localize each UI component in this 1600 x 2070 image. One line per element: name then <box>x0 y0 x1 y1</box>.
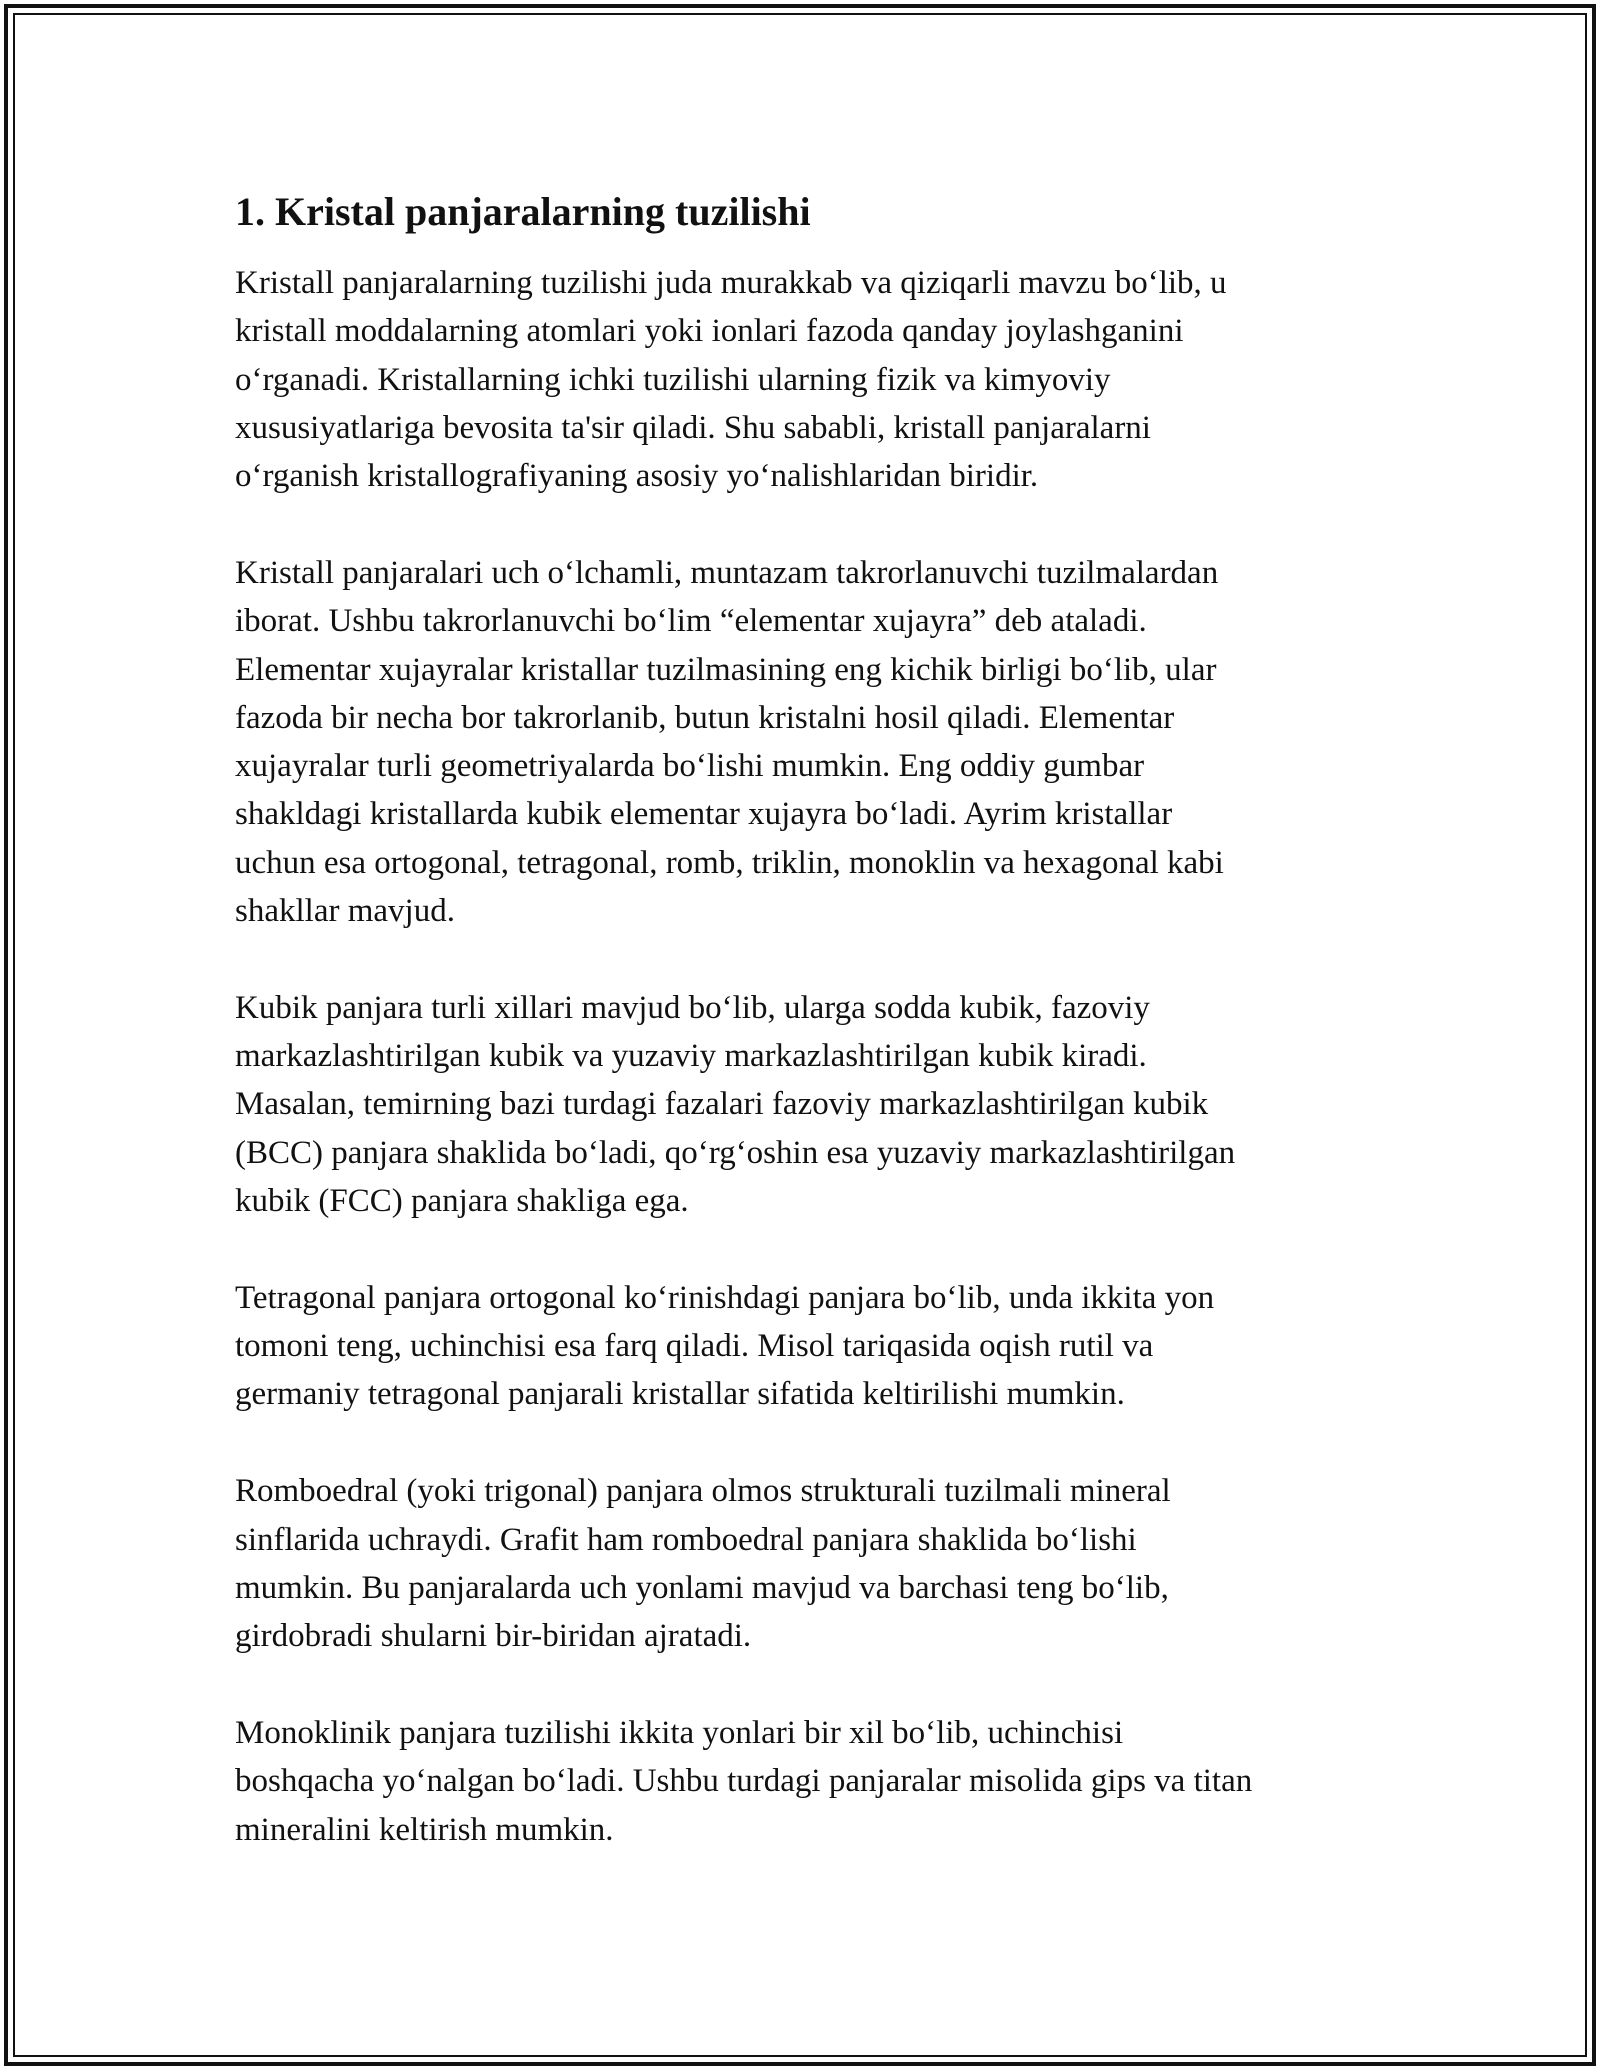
text-line: Kristall panjaralarning tuzilishi juda murakkab va qiziqarli mavzu bo‘lib, u <box>235 265 1227 301</box>
paragraph-cubic-lattice <box>235 984 1385 1225</box>
text-line: Elementar xujayralar kristallar tuzilmasining eng kichik birligi bo‘lib, ular <box>235 651 1217 688</box>
document-body <box>235 187 1385 1902</box>
text-line: xususiyatlariga bevosita ta'sir qiladi. Shu sababli, kristall panjaralarni <box>235 409 1151 446</box>
text-line: mineralini keltirish mumkin. <box>235 1811 614 1848</box>
text-line: markazlashtirilgan kubik va yuzaviy markazlashtirilgan kubik kiradi. <box>235 1038 1147 1075</box>
text-line: girdobradi shularni bir-biridan ajratadi. <box>235 1618 752 1655</box>
text-line: germaniy tetragonal panjarali kristallar sifatida keltirilishi mumkin. <box>235 1376 1125 1413</box>
text-line: Monoklinik panjara tuzilishi ikkita yonlari bir xil bo‘lib, uchinchisi <box>235 1714 1124 1751</box>
paragraph-tetragonal-lattice <box>235 1274 1385 1419</box>
paragraph-rhombohedral-lattice <box>235 1467 1385 1660</box>
text-line: uchun esa ortogonal, tetragonal, romb, triklin, monoklin va hexagonal kabi <box>235 844 1224 881</box>
text-line: o‘rganish kristallografiyaning asosiy yo‘nalishlaridan biridir. <box>235 458 1039 495</box>
text-line: xujayralar turli geometriyalarda bo‘lishi mumkin. Eng oddiy gumbar <box>235 748 1145 785</box>
text-line: shakllar mavjud. <box>235 893 455 930</box>
text-line: mumkin. Bu panjaralarda uch yonlami mavjud va barchasi teng bo‘lib, <box>235 1569 1169 1606</box>
paragraph-unit-cell <box>235 549 1385 935</box>
paragraph-monoclinic-lattice <box>235 1709 1385 1854</box>
text-line: Masalan, temirning bazi turdagi fazalari fazoviy markazlashtirilgan kubik <box>235 1086 1209 1123</box>
text-line: (BCC) panjara shaklida bo‘ladi, qo‘rg‘oshin esa yuzaviy markazlashtirilgan <box>235 1134 1236 1171</box>
text-line: sinflarida uchraydi. Grafit ham romboedral panjara shaklida bo‘lishi <box>235 1521 1137 1558</box>
text-line: boshqacha yo‘nalgan bo‘ladi. Ushbu turdagi panjaralar misolida gips va titan <box>235 1763 1253 1800</box>
text-line: shakldagi kristallarda kubik elementar xujayra bo‘ladi. Ayrim kristallar <box>235 796 1173 833</box>
paragraph-intro <box>235 259 1385 500</box>
text-line: tomoni teng, uchinchisi esa farq qiladi. Misol tariqasida oqish rutil va <box>235 1328 1154 1365</box>
text-line: iborat. Ushbu takrorlanuvchi bo‘lim “elementar xujayra” deb ataladi. <box>235 603 1147 640</box>
text-line: fazoda bir necha bor takrorlanib, butun kristalni hosil qiladi. Elementar <box>235 699 1175 736</box>
text-line: Kubik panjara turli xillari mavjud bo‘lib, ularga sodda kubik, fazoviy <box>235 989 1150 1026</box>
text-line: Kristall panjaralari uch o‘lchamli, muntazam takrorlanuvchi tuzilmalardan <box>235 554 1219 591</box>
text-line: kristall moddalarning atomlari yoki ionlari fazoda qanday joylashganini <box>235 313 1184 350</box>
page-title: 1. Kristal panjaralarning tuzilishi <box>235 189 811 234</box>
text-line: Romboedral (yoki trigonal) panjara olmos strukturali tuzilmali mineral <box>235 1473 1171 1510</box>
text-line: Tetragonal panjara ortogonal ko‘rinishdagi panjara bo‘lib, unda ikkita yon <box>235 1279 1215 1316</box>
text-line: kubik (FCC) panjara shakliga ega. <box>235 1183 689 1220</box>
text-line: o‘rganadi. Kristallarning ichki tuzilishi ularning fizik va kimyoviy <box>235 361 1111 398</box>
